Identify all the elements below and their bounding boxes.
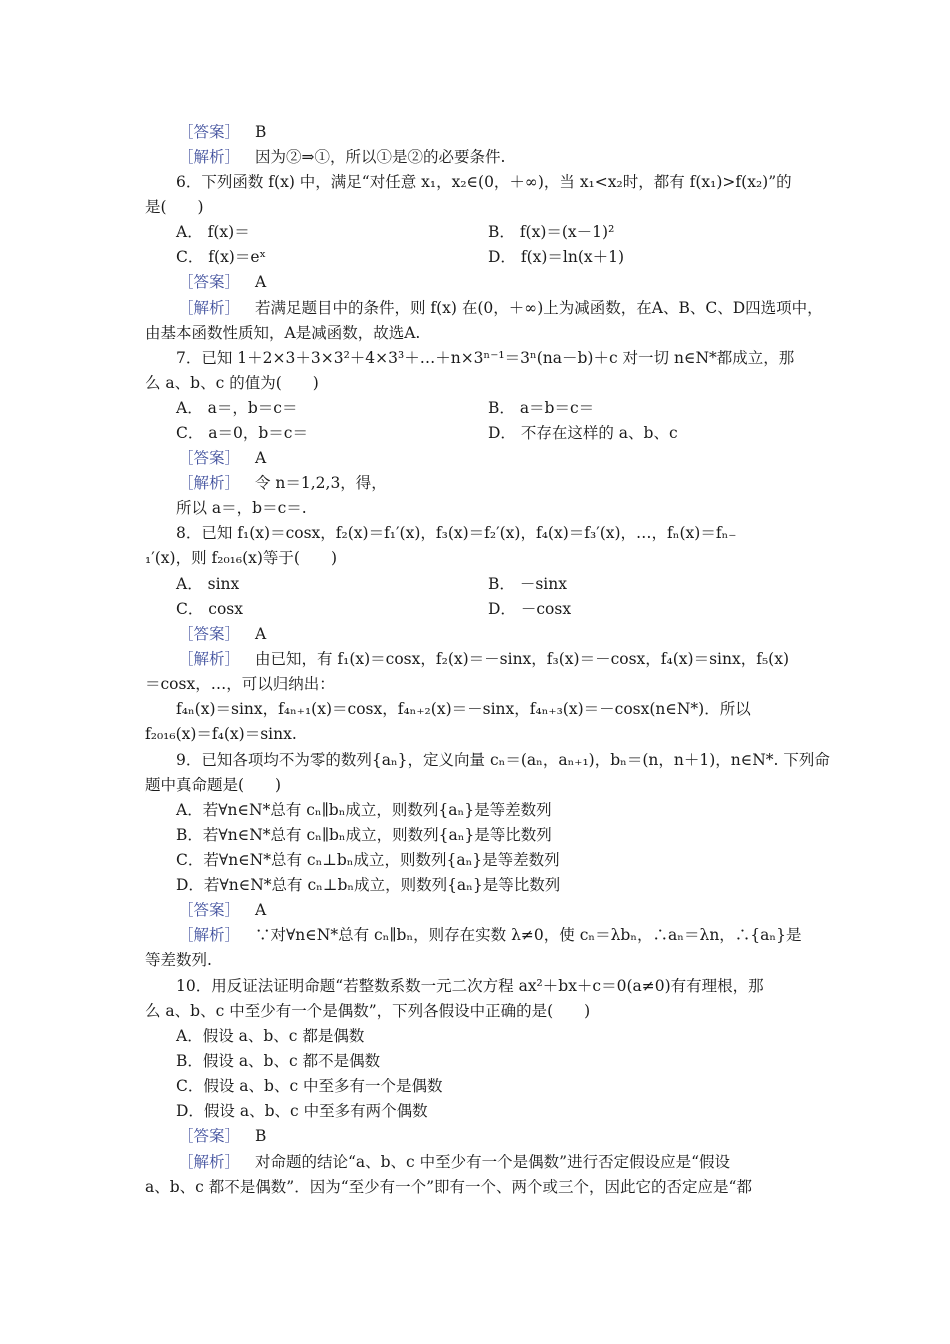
q10-option-b: B．假设 a、b、c 都不是偶数 [176, 1052, 381, 1070]
q9-analysis-cont: 等差数列. [145, 951, 212, 969]
q10-option-a: A．假设 a、b、c 都是偶数 [176, 1027, 365, 1045]
analysis-text: 令 n＝1,2,3，得， [254, 474, 387, 492]
answer-text: A [254, 273, 267, 291]
q7-analysis [178, 473, 387, 495]
answer-tag: ［答案］ [178, 625, 241, 643]
analysis-tag: ［解析］ [178, 926, 241, 944]
answer-text: A [254, 625, 267, 643]
answer-line [178, 122, 266, 144]
question-7-stem: 7．已知 1＋2×3＋3×3²＋4×3³＋…＋n×3ⁿ⁻¹＝3ⁿ(na－b)＋c 对一切 n∈N*都成立，那 [176, 349, 795, 367]
answer-tag: ［答案］ [178, 901, 241, 919]
analysis-tag: ［解析］ [178, 650, 241, 668]
analysis-text: 若满足题目中的条件，则 f(x) 在(0，＋∞)上为减函数，在A、B、C、D四选项中， [254, 299, 823, 317]
q8-analysis [178, 649, 789, 671]
analysis-text: ∵对∀n∈N*总有 cₙ∥bₙ，则存在实数 λ≠0，使 cₙ＝λbₙ，∴aₙ＝λn，∴{aₙ}是 [254, 926, 802, 944]
q6-option-c: C． f(x)＝eˣ [176, 248, 267, 266]
answer-text: B [254, 1127, 267, 1145]
q8-option-d: D． －cosx [488, 600, 572, 618]
q6-analysis-cont: 由基本函数性质知，A是减函数，故选A. [145, 324, 421, 342]
q10-option-d: D．假设 a、b、c 中至多有两个偶数 [176, 1102, 428, 1120]
q6-option-d: D． f(x)＝ln(x＋1) [488, 248, 625, 266]
q10-answer [178, 1126, 266, 1148]
question-7-stem-cont: 么 a、b、c 的值为( ) [145, 374, 319, 392]
q10-analysis [178, 1152, 730, 1174]
q9-option-b: B．若∀n∈N*总有 cₙ∥bₙ成立，则数列{aₙ}是等比数列 [176, 826, 552, 844]
q9-option-d: D．若∀n∈N*总有 cₙ⊥bₙ成立，则数列{aₙ}是等比数列 [176, 876, 561, 894]
q8-answer [178, 624, 266, 646]
q7-option-a: A． a＝，b＝c＝ [176, 399, 298, 417]
answer-tag: ［答案］ [178, 123, 241, 141]
question-6-stem-cont: 是( ) [145, 198, 204, 216]
q8-option-b: B． －sinx [488, 575, 567, 593]
q9-analysis [178, 925, 801, 947]
question-10-stem: 10．用反证法证明命题“若整数系数一元二次方程 ax²＋bx＋c＝0(a≠0)有有理根，那 [176, 977, 764, 995]
answer-tag: ［答案］ [178, 1127, 241, 1145]
q8-analysis-cont-2: f₄ₙ(x)＝sinx，f₄ₙ₊₁(x)＝cosx，f₄ₙ₊₂(x)＝－sinx，f₄ₙ₊₃(x)＝－cosx(n∈N*)．所以 [176, 700, 751, 718]
question-8-stem: 8．已知 f₁(x)＝cosx，f₂(x)＝f₁′(x)，f₃(x)＝f₂′(x)，f₄(x)＝f₃′(x)，…，fₙ(x)＝fₙ₋ [176, 524, 737, 542]
answer-text: A [254, 449, 267, 467]
q7-option-b: B． a＝b＝c＝ [488, 399, 595, 417]
answer-text: A [254, 901, 267, 919]
analysis-text: 由已知，有 f₁(x)＝cosx，f₂(x)＝－sinx，f₃(x)＝－cosx，f₄(x)＝sinx，f₅(x) [254, 650, 790, 668]
q6-option-a: A． f(x)＝ [176, 223, 250, 241]
q9-option-c: C．若∀n∈N*总有 cₙ⊥bₙ成立，则数列{aₙ}是等差数列 [176, 851, 560, 869]
q7-analysis-cont: 所以 a＝，b＝c＝. [176, 499, 307, 517]
answer-tag: ［答案］ [178, 449, 241, 467]
q7-option-d: D． 不存在这样的 a、b、c [488, 424, 678, 442]
question-9-stem: 9．已知各项均不为零的数列{aₙ}，定义向量 cₙ＝(aₙ，aₙ₊₁)，bₙ＝(n，n＋1)，n∈N*. 下列命 [176, 751, 830, 769]
q6-analysis [178, 298, 823, 320]
analysis-tag: ［解析］ [178, 148, 241, 166]
analysis-line [178, 147, 505, 169]
answer-tag: ［答案］ [178, 273, 241, 291]
q10-option-c: C．假设 a、b、c 中至多有一个是偶数 [176, 1077, 443, 1095]
analysis-text: 因为②⇒①，所以①是②的必要条件. [254, 148, 506, 166]
q8-option-c: C． cosx [176, 600, 243, 618]
q6-answer [178, 272, 266, 294]
q7-answer [178, 448, 266, 470]
q8-analysis-cont-3: f₂₀₁₆(x)＝f₄(x)＝sinx. [145, 725, 297, 743]
question-8-stem-cont: ₁′(x)，则 f₂₀₁₆(x)等于( ) [145, 549, 338, 567]
question-10-stem-cont: 么 a、b、c 中至少有一个是偶数”，下列各假设中正确的是( ) [145, 1002, 591, 1020]
question-6-stem: 6．下列函数 f(x) 中，满足“对任意 x₁，x₂∈(0，＋∞)，当 x₁<x₂时，都有 f(x₁)>f(x₂)”的 [176, 173, 792, 191]
q9-answer [178, 900, 266, 922]
q6-option-b: B． f(x)＝(x－1)² [488, 223, 615, 241]
q10-analysis-cont: a、b、c 都不是偶数”．因为“至少有一个”即有一个、两个或三个，因此它的否定应是“都 [145, 1178, 752, 1196]
analysis-tag: ［解析］ [178, 1153, 241, 1171]
question-9-stem-cont: 题中真命题是( ) [145, 776, 282, 794]
q7-option-c: C． a＝0，b＝c＝ [176, 424, 308, 442]
q8-analysis-cont-1: ＝cosx，…，可以归纳出： [145, 675, 335, 693]
analysis-tag: ［解析］ [178, 474, 241, 492]
answer-text: B [254, 123, 267, 141]
analysis-text: 对命题的结论“a、b、c 中至少有一个是偶数”进行否定假设应是“假设 [254, 1153, 730, 1171]
q9-option-a: A．若∀n∈N*总有 cₙ∥bₙ成立，则数列{aₙ}是等差数列 [176, 801, 552, 819]
q8-option-a: A． sinx [176, 575, 240, 593]
analysis-tag: ［解析］ [178, 299, 241, 317]
